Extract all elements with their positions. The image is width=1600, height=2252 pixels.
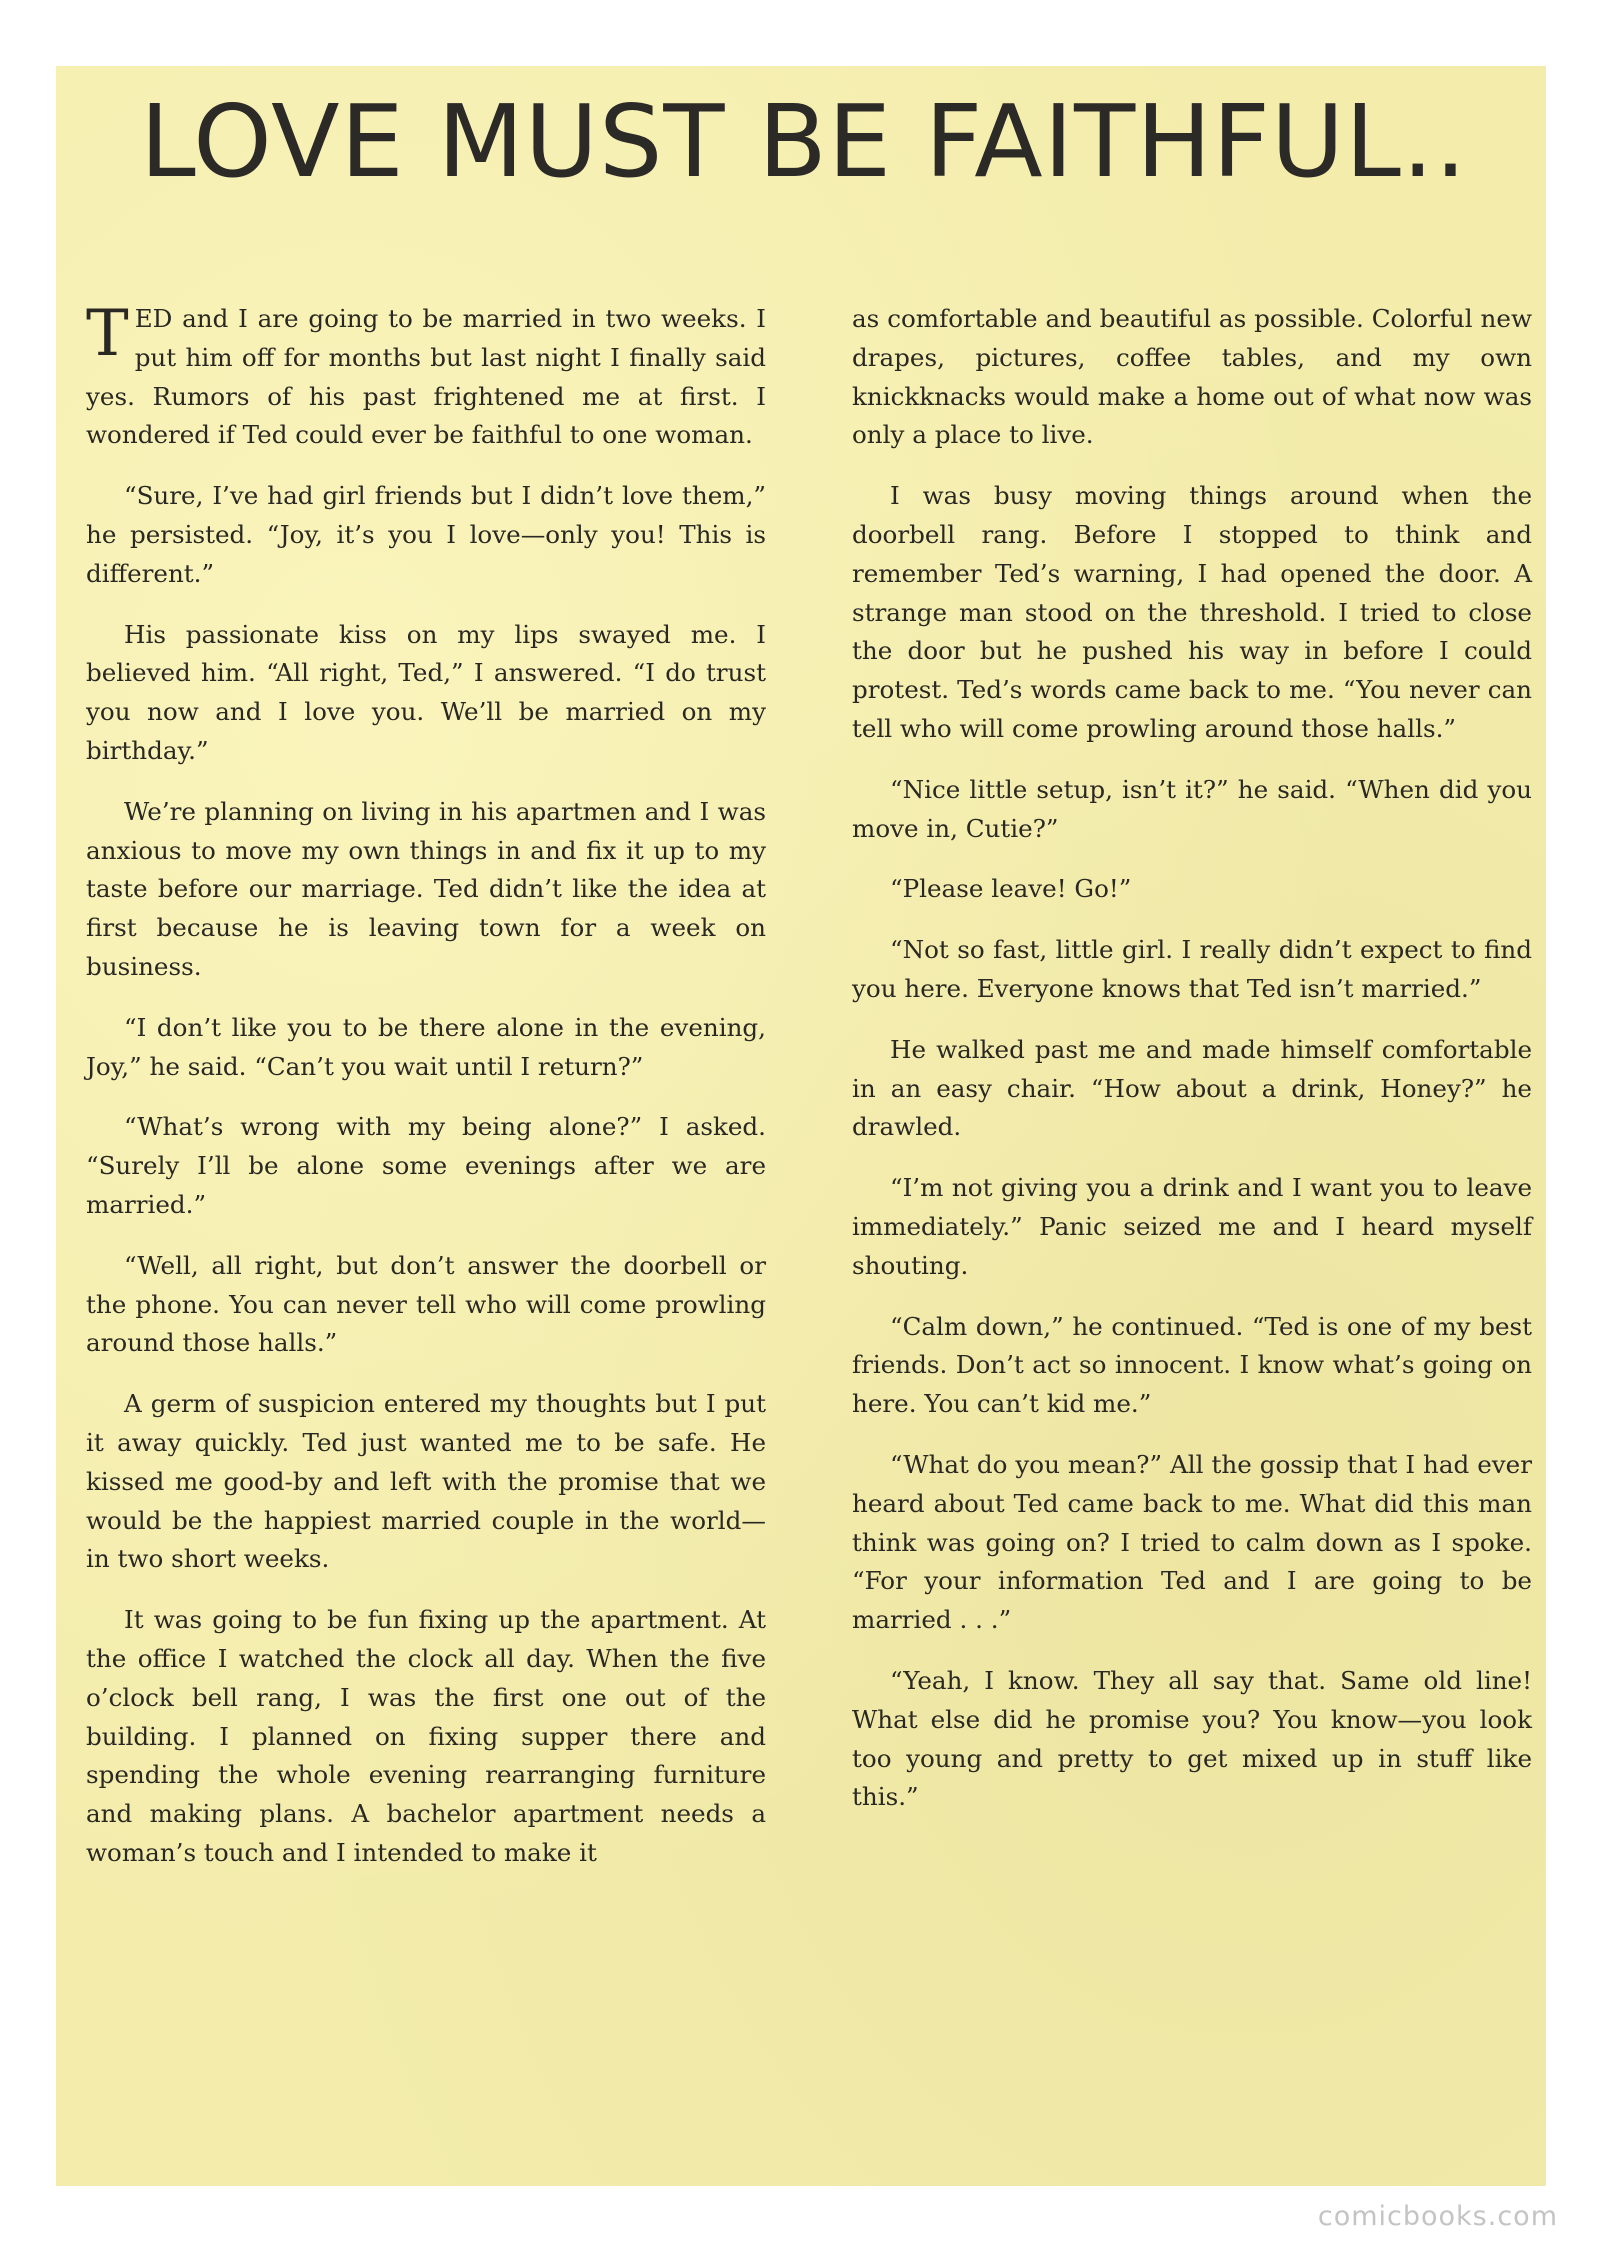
paragraph: His passionate kiss on my lips swayed me. I believed him. “All right, Ted,” I answered. “I do trust you now and I love you. We’ll be married on my birthday.” <box>86 619 766 765</box>
story-title: LOVE MUST BE FAITHFUL.. <box>140 83 1468 200</box>
paragraph: “Yeah, I know. They all say that. Same old line! What else did he promise you? You know—you look too young and pretty to get mixed up in stuff like this.” <box>852 1665 1532 1812</box>
paragraph: A germ of suspicion entered my thoughts but I put it away quickly. Ted just wanted me to be safe. He kissed me good-by and left with the promise that we would be the happiest married couple in the world—in two short weeks. <box>86 1389 766 1574</box>
right-column <box>852 300 1532 1839</box>
drop-cap: T <box>86 297 129 371</box>
left-column <box>86 297 766 1895</box>
paragraph: We’re planning on living in his apartmen and I was anxious to move my own things in and fix it up to my taste before our marriage. Ted didn’t like the idea at first because he is leaving town for a week on business. <box>86 796 766 981</box>
watermark: comicbooks.com <box>1317 2201 1558 2232</box>
paragraph: I was busy moving things around when the doorbell rang. Before I stopped to think and remember Ted’s warning, I had opened the door. A strange man stood on the threshold. I tried to close the door but he pushed his way in before I could protest. Ted’s words came back to me. “You never can tell who will come prowling around those halls.” <box>852 481 1532 743</box>
paragraph: “Please leave! Go!” <box>890 874 1132 904</box>
opening-paragraph-text: ED and I are going to be married in two weeks. I put him off for months but last night I finally said yes. Rumors of his past frightened me at first. I wondered if Ted could ever be faithful to one woman. <box>86 304 766 450</box>
continued-paragraph: as comfortable and beautiful as possible. Colorful new drapes, pictures, coffee tables, and my own knickknacks would make a home out of what now was only a place to live. <box>852 304 1532 450</box>
paragraph: “Calm down,” he continued. “Ted is one of my best friends. Don’t act so innocent. I know what’s going on here. You can’t kid me.” <box>852 1311 1532 1419</box>
paragraph: “What’s wrong with my being alone?” I asked. “Surely I’ll be alone some evenings after we are married.” <box>86 1112 766 1219</box>
paragraph: “Nice little setup, isn’t it?” he said. “When did you move in, Cutie?” <box>852 774 1532 843</box>
paragraph: “Well, all right, but don’t answer the doorbell or the phone. You can never tell who will come prowling around those halls.” <box>86 1250 766 1358</box>
paragraph: “I don’t like you to be there alone in the evening, Joy,” he said. “Can’t you wait until I return?” <box>86 1012 766 1081</box>
paragraph: He walked past me and made himself comfortable in an easy chair. “How about a drink, Honey?” he drawled. <box>852 1034 1532 1142</box>
paragraph: “Not so fast, little girl. I really didn’t expect to find you here. Everyone knows that Ted isn’t married.” <box>852 935 1532 1003</box>
paragraph: “I’m not giving you a drink and I want you to leave immediately.” Panic seized me and I heard myself shouting. <box>852 1173 1532 1280</box>
opening-paragraph <box>86 297 766 455</box>
paragraph: “Sure, I’ve had girl friends but I didn’t love them,” he persisted. “Joy, it’s you I love—only you! This is different.” <box>86 481 766 588</box>
paragraph: “What do you mean?” All the gossip that I had ever heard about Ted came back to me. What did this man think was going on? I tried to calm down as I spoke. “For your information Ted and I are going to be married . . .” <box>852 1449 1532 1635</box>
paragraph: It was going to be fun fixing up the apartment. At the office I watched the clock all day. When the five o’clock bell rang, I was the first one out of the building. I planned on fixing supper there and spending the whole evening rearranging furniture and making plans. A bachelor apartment needs a woman’s touch and I intended to make it <box>86 1605 766 1867</box>
